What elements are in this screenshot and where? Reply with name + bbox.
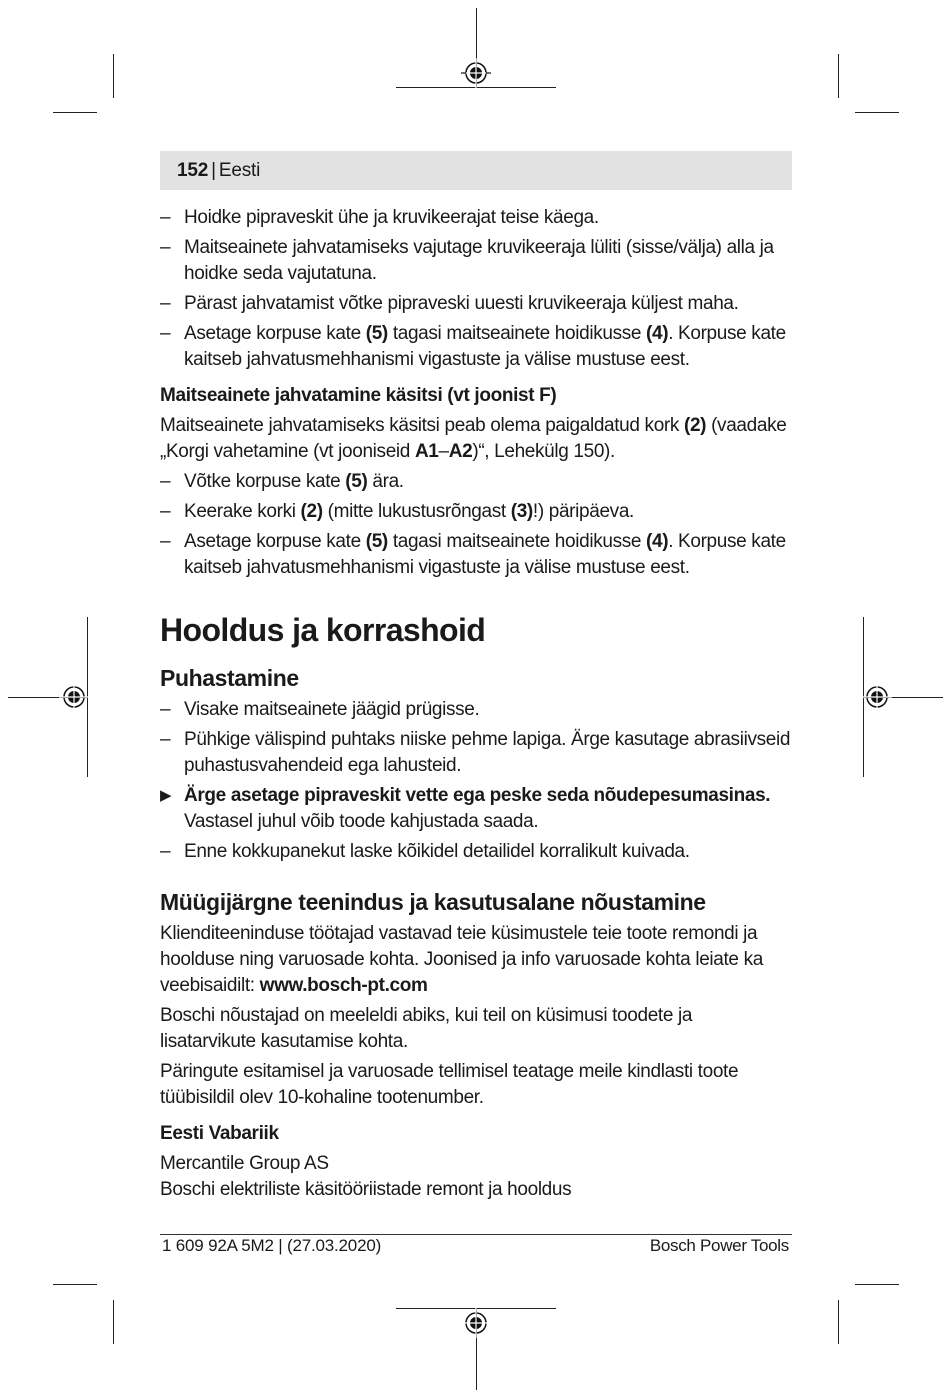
service-paragraph: Boschi nõustajad on meeleldi abiks, kui teil on küsimusi toodete ja lisatarvikute kasutamise kohta.	[160, 1005, 693, 1052]
text-run: )“, Lehekülg 150).	[472, 441, 615, 462]
cleaning-heading: Puhastamine	[160, 665, 299, 691]
part-ref: (5)	[345, 471, 368, 492]
text-run: . Korpuse kate kaitseb jahvatusmehhanismi vigastuste ja välise mustuse eest.	[184, 323, 786, 370]
page-header	[160, 151, 792, 190]
header-text	[177, 160, 260, 182]
dash-bullet: –	[160, 293, 171, 314]
text-run: Maitseainete jahvatamiseks käsitsi peab olema paigaldatud kork	[160, 415, 684, 436]
list-item	[160, 529, 792, 581]
text-run: Keerake korki	[184, 501, 301, 522]
dash-bullet: –	[160, 531, 171, 552]
dash-bullet: –	[160, 699, 171, 720]
list-item	[160, 697, 792, 723]
header-separator: |	[211, 160, 216, 181]
crop-mark	[838, 1300, 839, 1344]
section2-intro	[160, 413, 792, 465]
crop-mark	[53, 112, 97, 113]
list-item	[160, 205, 792, 231]
text-run: Võtke korpuse kate	[184, 471, 346, 492]
registration-mark-icon	[862, 682, 892, 712]
text-run: Asetage korpuse kate	[184, 323, 366, 344]
dash-bullet: –	[160, 237, 171, 258]
dash-bullet: –	[160, 729, 171, 750]
part-ref: (5)	[365, 323, 388, 344]
text-run: Asetage korpuse kate	[184, 531, 366, 552]
text-run: (vaadake „Korgi vahetamine (vt jooniseid	[160, 415, 787, 462]
text-run: !) päripäeva.	[532, 501, 634, 522]
crop-mark	[113, 1300, 114, 1344]
figure-ref: A1	[414, 441, 439, 462]
text-run: tagasi maitseainete hoidikusse	[387, 531, 647, 552]
part-ref: (4)	[646, 531, 669, 552]
footer-doc-number: 1 609 92A 5M2 | (27.03.2020)	[162, 1236, 382, 1255]
list-item-text: Visake maitseainete jäägid prügisse.	[184, 699, 480, 720]
list-item-text: Enne kokkupanekut laske kõikidel detailidel korralikult kuivada.	[184, 841, 690, 862]
text-run: ära.	[367, 471, 404, 492]
text-run: . Korpuse kate kaitseb jahvatusmehhanismi vigastuste ja välise mustuse eest.	[184, 531, 786, 578]
list-item-text: Pühkige välispind puhtaks niiske pehme lapiga. Ärge kasutage abrasiivseid puhastusvahendeid ega lahusteid.	[184, 729, 791, 776]
website-link[interactable]: www.bosch-pt.com	[259, 975, 428, 996]
company-description: Boschi elektriliste käsitööriistade remont ja hooldus	[160, 1179, 572, 1200]
dash-bullet: –	[160, 323, 171, 344]
crop-mark	[855, 1284, 899, 1285]
country-heading: Eesti Vabariik	[160, 1123, 279, 1144]
part-ref: (5)	[365, 531, 388, 552]
crop-mark	[113, 54, 114, 98]
registration-mark-icon	[59, 682, 89, 712]
service-paragraph: Päringute esitamisel ja varuosade tellimisel teatage meile kindlasti toote tüübisildil olev 10-kohaline tootenumber.	[160, 1061, 739, 1108]
registration-mark-icon	[461, 58, 491, 88]
crop-mark	[855, 112, 899, 113]
list-item-text	[184, 471, 404, 492]
registration-mark-icon	[461, 1308, 491, 1338]
service-paragraph	[160, 921, 792, 999]
part-ref: (2)	[683, 415, 707, 436]
dash-bullet: –	[160, 471, 171, 492]
text-run: Klienditeeninduse töötajad vastavad teie küsimustele teie toote remondi ja hoolduse ning varuosade kohta. Joonised ja info varuosade kohta leiate ka veebisaidilt:	[160, 923, 763, 996]
dash-bullet: –	[160, 841, 171, 862]
text-run: (mitte lukustusrõngast	[322, 501, 511, 522]
part-ref: (2)	[300, 501, 323, 522]
list-item-text: Pärast jahvatamist võtke pipraveski uuesti kruvikeeraja küljest maha.	[184, 293, 739, 314]
section2-list	[160, 469, 792, 581]
crop-mark	[838, 54, 839, 98]
list-item	[160, 839, 792, 865]
dash-bullet: –	[160, 207, 171, 228]
warning-item	[160, 783, 792, 835]
warning-triangle-icon: ▶	[160, 787, 172, 804]
crop-mark	[53, 1284, 97, 1285]
text-run: tagasi maitseainete hoidikusse	[387, 323, 647, 344]
list-item	[160, 727, 792, 779]
figure-ref: A2	[448, 441, 473, 462]
dash-bullet: –	[160, 501, 171, 522]
warning-bold-text: Ärge asetage pipraveskit vette ega peske seda nõudepesumasinas.	[184, 785, 771, 806]
company-name: Mercantile Group AS	[160, 1153, 329, 1174]
list-item	[160, 321, 792, 373]
footer-brand: Bosch Power Tools	[649, 1236, 789, 1255]
list-item	[160, 499, 792, 525]
cleaning-list	[160, 697, 792, 865]
list-item-text: Hoidke pipraveskit ühe ja kruvikeerajat teise käega.	[184, 207, 599, 228]
list-item	[160, 291, 792, 317]
list-item-text	[184, 501, 634, 522]
warning-text: Vastasel juhul võib toode kahjustada saada.	[184, 811, 539, 832]
footer-divider	[160, 1234, 792, 1235]
part-ref: (4)	[646, 323, 669, 344]
service-heading: Müügijärgne teenindus ja kasutusalane nõustamine	[160, 889, 706, 915]
text-run: –	[438, 441, 449, 462]
section1-list	[160, 205, 792, 373]
page-number: 152	[177, 160, 209, 181]
maintenance-title: Hooldus ja korrashoid	[160, 612, 486, 648]
header-language: Eesti	[218, 160, 261, 181]
page-content	[160, 205, 792, 1203]
section2-heading: Maitseainete jahvatamine käsitsi (vt joonist F)	[160, 385, 557, 406]
list-item-text	[184, 531, 786, 578]
list-item	[160, 469, 792, 495]
part-ref: (3)	[510, 501, 533, 522]
list-item-text	[184, 323, 786, 370]
list-item	[160, 235, 792, 287]
list-item-text: Maitseainete jahvatamiseks vajutage kruvikeeraja lüliti (sisse/välja) alla ja hoidke seda vajutatuna.	[184, 237, 774, 284]
